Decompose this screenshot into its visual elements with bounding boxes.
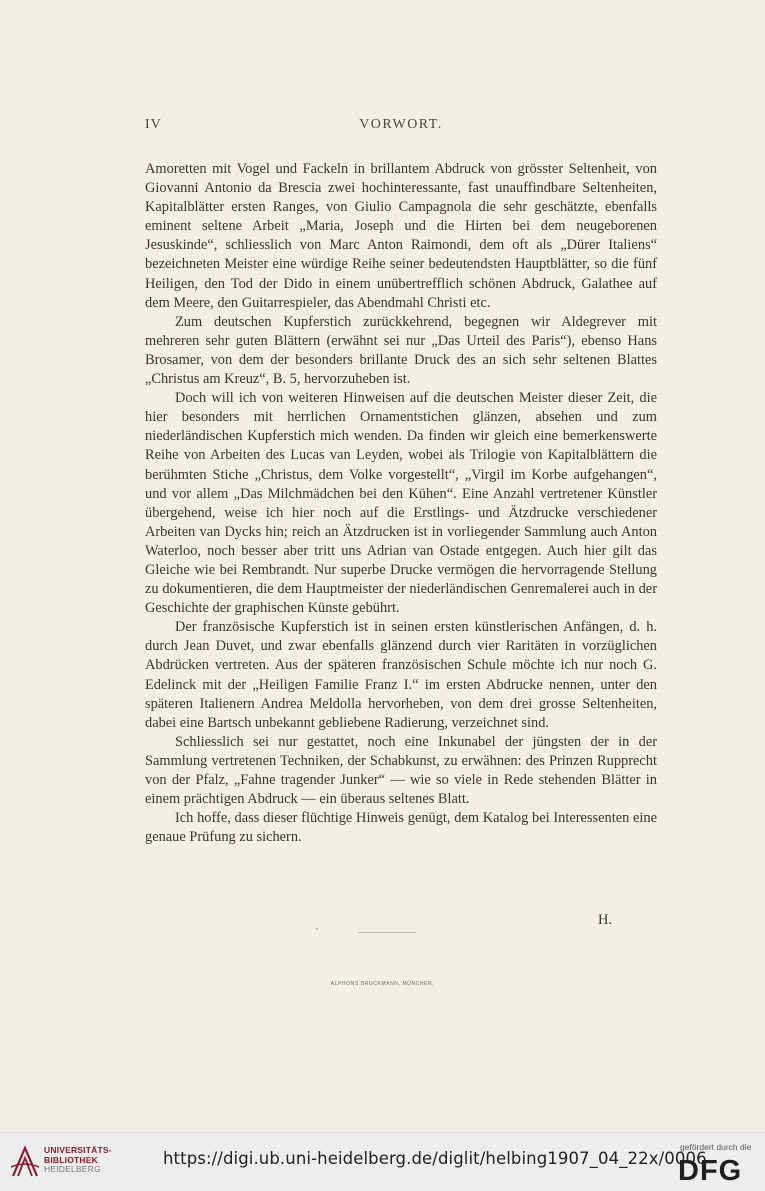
signature: H. [598,912,612,928]
printer-imprint: ALPHONS BRUCKMANN, MÜNCHEN. [330,981,435,987]
library-name[interactable] [44,1146,112,1175]
permalink-url[interactable]: https://digi.ub.uni-heidelberg.de/diglit/helbing1907_04_22x/0006 [163,1149,707,1168]
closing-rule [358,932,416,933]
paragraph: Schliesslich sei nur gestattet, noch eine Inkunabel der jüngsten der in der Sammlung vertretenen Techniken, der Schabkunst, zu erwähnen: des Prinzen Rupprecht von der Pfalz, „Fahne tragender Junker“ — wie so viele in Rede stehenden Blätter in einem prächtigen Abdruck — ein überaus seltenes Blatt. [145,733,657,808]
heidelberg-library-logo-icon[interactable] [10,1145,40,1179]
funded-by-label: gefördert durch die [680,1142,752,1152]
library-name-line: UNIVERSITÄTS- [44,1145,112,1155]
paragraph: Amoretten mit Vogel und Fackeln in brillantem Abdruck von grösster Seltenheit, von Giovanni Antonio da Brescia zwei hochinteressante, fast unauffindbare Seltenheiten, Kapitalblätter ersten Ranges, von Giulio Campagnola die sehr geschätzte, ebenfalls eminent seltene Arbeit „Maria, Joseph und die Hirten bei dem neugeborenen Jesuskinde“, schliesslich von Marc Anton Raimondi, dem oft als „Dürer Italiens“ bezeichneten Meister eine würdige Reihe seiner bedeutendsten Hauptblätter, so die fünf Heiligen, den Tod der Dido in einem unübertrefflich schönen Abdruck, Galathee auf dem Meere, den Guitarrespieler, das Abendmahl Christi etc. [145,161,657,311]
paragraph: Der französische Kupferstich ist in seinen ersten künstlerischen Anfängen, d. h. durch Jean Duvet, und zwar ebenfalls glänzend durch vier Raritäten in vorzüglichen Abdrücken vertreten. Aus der späteren französischen Schule möchte ich nur noch G. Edelinck mit der „Heiligen Familie Franz I.“ im ersten Abdrucke nennen, unter den späteren Italienern Andrea Meldolla hervorheben, von dem drei grosse Seltenheiten, dabei eine Bartsch unbekannt gebliebene Radierung, verzeichnet sind. [145,619,657,731]
library-name-line: HEIDELBERG [44,1164,101,1174]
dfg-logo-text: DFG [678,1155,743,1183]
running-title: VORWORT. [359,117,443,132]
page-number: IV [145,117,162,132]
dfg-logo-icon[interactable] [678,1155,756,1183]
viewer-footer [0,1132,765,1191]
library-name-line: BIBLIOTHEK [44,1154,98,1165]
paragraph: Ich hoffe, dass dieser flüchtige Hinweis genügt, dem Katalog bei Interessenten eine genaue Prüfung zu sichern. [145,810,657,846]
body-text [145,160,657,847]
paragraph: Doch will ich von weiteren Hinweisen auf die deutschen Meister dieser Zeit, die hier besonders mit herrlichen Ornamentstichen glänzen, absehen und zum niederländischen Kupferstich mich wenden. Da finden wir gleich eine bemerkenswerte Reihe von Arbeiten des Lucas van Leyden, wobei als Trilogie von Kapitalblättern die berühmten Stiche „Christus, dem Volke vorgestellt“, „Virgil im Korbe aufgehangen“, und vor allem „Das Milchmädchen bei den Kühen“. Eine Anzahl vertretener Künstler übergehend, weise ich hier noch auf die Erstlings- und Ätzdrucke verschiedener Arbeiten van Dycks hin; reich an Ätzdrucken ist in vorliegender Sammlung auch Anton Waterloo, noch besser aber tritt uns Adrian van Ostade entgegen. Auch hier gilt das Gleiche wie bei Rembrandt. Nur superbe Drucke vermögen die hervorragende Stellung zu dokumentieren, die dem Hauptmeister der niederländischen Genremalerei auch in der Geschichte der graphischen Künste gebührt. [145,390,657,617]
ornament-dot [316,928,318,930]
paragraph: Zum deutschen Kupferstich zurückkehrend, begegnen wir Aldegrever mit mehreren sehr guten Blättern (erwähnt sei nur „Das Urteil des Paris“), ebenso Hans Brosamer, von dem der besonders brillante Druck des an sich sehr seltenen Blattes „Christus am Kreuz“, B. 5, hervorzuheben ist. [145,313,657,388]
running-header [145,117,657,137]
